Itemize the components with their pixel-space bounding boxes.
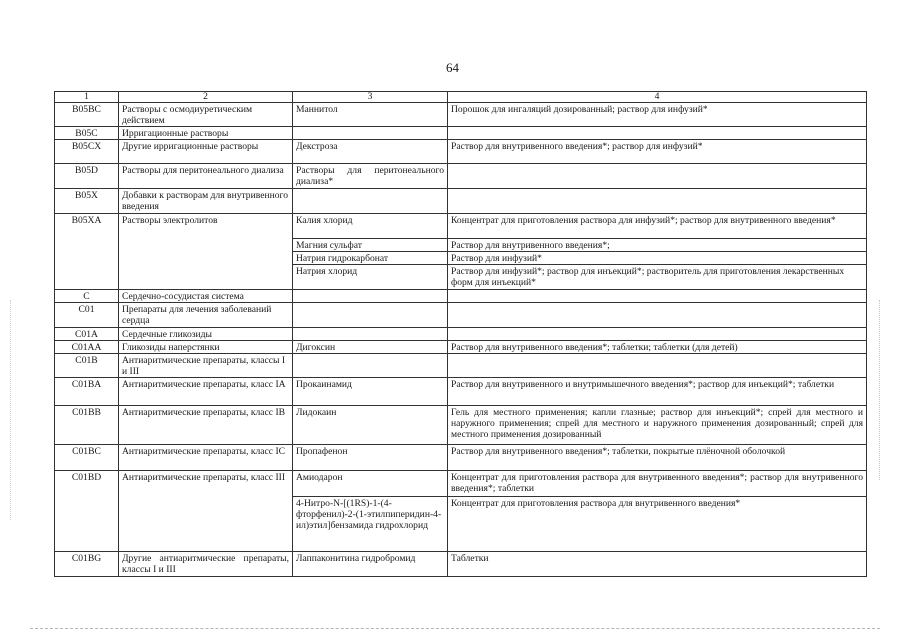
group-cell: Препараты для лечения заболеваний сердца — [119, 303, 293, 328]
dosage-form-cell: Концентрат для приготовления раствора для внутривенного введения* — [448, 497, 867, 552]
group-cell: Ирригационные растворы — [119, 127, 293, 140]
atc-code-cell: B05C — [55, 127, 119, 140]
dosage-form-cell — [448, 290, 867, 303]
table-row — [55, 103, 867, 127]
table-row — [55, 140, 867, 164]
table-row — [55, 303, 867, 328]
table-row — [55, 164, 867, 189]
group-cell: Антиаритмические препараты, класс IC — [119, 445, 293, 471]
dosage-form-cell — [448, 328, 867, 341]
table-row — [55, 354, 867, 378]
dosage-form-cell: Порошок для ингаляций дозированный; раствор для инфузий* — [448, 103, 867, 127]
dosage-form-cell: Концентрат для приготовления раствора для внутривенного введения*; раствор для внутривенного введения*; таблетки — [448, 471, 867, 497]
atc-code-cell: C01A — [55, 328, 119, 341]
group-cell: Добавки к растворам для внутривенного введения — [119, 189, 293, 214]
atc-code-cell: B05CX — [55, 140, 119, 164]
drug-list-table — [54, 91, 867, 577]
scan-artifact-line — [30, 628, 880, 629]
drug-name-cell: Пропафенон — [293, 445, 448, 471]
column-header-1: 1 — [55, 92, 119, 103]
table-row — [55, 552, 867, 577]
group-cell: Растворы с осмодиуретическим действием — [119, 103, 293, 127]
dosage-form-cell: Раствор для инфузий*; раствор для инъекций*; растворитель для приготовления лекарственных форм для инъекций* — [448, 265, 867, 290]
atc-code-cell: C — [55, 290, 119, 303]
atc-code-cell: C01BC — [55, 445, 119, 471]
dosage-form-cell — [448, 189, 867, 214]
table-row — [55, 290, 867, 303]
drug-name-cell: Натрия хлорид — [293, 265, 448, 290]
dosage-form-cell: Раствор для внутривенного введения*; таблетки; таблетки (для детей) — [448, 341, 867, 354]
drug-name-cell: Прокаинамид — [293, 378, 448, 406]
scan-artifact-margin-right — [879, 300, 880, 480]
drug-name-cell: Лаппаконитина гидробромид — [293, 552, 448, 577]
drug-name-cell — [293, 328, 448, 341]
dosage-form-cell — [448, 354, 867, 378]
table-header-row — [55, 92, 867, 103]
drug-name-cell: Амиодарон — [293, 471, 448, 497]
drug-name-cell: Дигоксин — [293, 341, 448, 354]
drug-name-cell — [293, 127, 448, 140]
dosage-form-cell — [448, 164, 867, 189]
table-row — [55, 214, 867, 239]
table-row — [55, 406, 867, 445]
dosage-form-cell: Раствор для внутривенного введения*; раствор для инфузий* — [448, 140, 867, 164]
atc-code-cell: C01BB — [55, 406, 119, 445]
group-cell: Сердечно-сосудистая система — [119, 290, 293, 303]
page-number: 64 — [446, 60, 459, 75]
atc-code-cell: C01 — [55, 303, 119, 328]
dosage-form-cell: Раствор для инфузий* — [448, 252, 867, 265]
group-cell: Другие ирригационные растворы — [119, 140, 293, 164]
dosage-form-cell: Таблетки — [448, 552, 867, 577]
dosage-form-cell: Гель для местного применения; капли глазные; раствор для инъекций*; спрей для местного и наружного применения; спрей для местного и наружного применения дозированный; спрей для местного применения дозированный — [448, 406, 867, 445]
atc-code-cell: C01BD — [55, 471, 119, 552]
dosage-form-cell — [448, 303, 867, 328]
table-row — [55, 189, 867, 214]
table-row — [55, 341, 867, 354]
group-cell: Антиаритмические препараты, класс III — [119, 471, 293, 552]
drug-name-cell: Декстроза — [293, 140, 448, 164]
table-row — [55, 471, 867, 497]
drug-name-cell: Калия хлорид — [293, 214, 448, 239]
dosage-form-cell: Раствор для внутривенного и внутримышечного введения*; раствор для инъекций*; таблетки — [448, 378, 867, 406]
drug-name-cell — [293, 303, 448, 328]
atc-code-cell: C01B — [55, 354, 119, 378]
drug-name-cell — [293, 290, 448, 303]
atc-code-cell: B05X — [55, 189, 119, 214]
group-cell: Сердечные гликозиды — [119, 328, 293, 341]
scan-artifact-margin-left — [10, 300, 11, 520]
drug-name-cell — [293, 189, 448, 214]
group-cell: Растворы для перитонеального диализа — [119, 164, 293, 189]
drug-name-cell: 4-Нитро-N-[(1RS)-1-(4-фторфенил)-2-(1-этилпиперидин-4-ил)этил]бензамида гидрохлорид — [293, 497, 448, 552]
atc-code-cell: C01BA — [55, 378, 119, 406]
group-cell: Антиаритмические препараты, класс IB — [119, 406, 293, 445]
atc-code-cell: B05BC — [55, 103, 119, 127]
atc-code-cell: B05XA — [55, 214, 119, 290]
table-row — [55, 328, 867, 341]
table-row — [55, 127, 867, 140]
drug-name-cell — [293, 354, 448, 378]
drug-name-cell: Маннитол — [293, 103, 448, 127]
group-cell: Антиаритмические препараты, класс IA — [119, 378, 293, 406]
drug-name-cell: Магния сульфат — [293, 239, 448, 252]
atc-code-cell: B05D — [55, 164, 119, 189]
table-row — [55, 378, 867, 406]
dosage-form-cell: Раствор для внутривенного введения*; — [448, 239, 867, 252]
group-cell: Растворы электролитов — [119, 214, 293, 290]
column-header-4: 4 — [448, 92, 867, 103]
group-cell: Антиаритмические препараты, классы I и III — [119, 354, 293, 378]
drug-name-cell: Лидокаин — [293, 406, 448, 445]
atc-code-cell: C01AA — [55, 341, 119, 354]
dosage-form-cell: Концентрат для приготовления раствора для инфузий*; раствор для внутривенного введения* — [448, 214, 867, 239]
group-cell: Другие антиаритмические препараты, классы I и III — [119, 552, 293, 577]
drug-name-cell: Натрия гидрокарбонат — [293, 252, 448, 265]
table-row — [55, 445, 867, 471]
atc-code-cell: C01BG — [55, 552, 119, 577]
group-cell: Гликозиды наперстянки — [119, 341, 293, 354]
drug-name-cell: Растворы для перитонеального диализа* — [293, 164, 448, 189]
dosage-form-cell — [448, 127, 867, 140]
column-header-2: 2 — [119, 92, 293, 103]
dosage-form-cell: Раствор для внутривенного введения*; таблетки, покрытые плёночной оболочкой — [448, 445, 867, 471]
column-header-3: 3 — [293, 92, 448, 103]
